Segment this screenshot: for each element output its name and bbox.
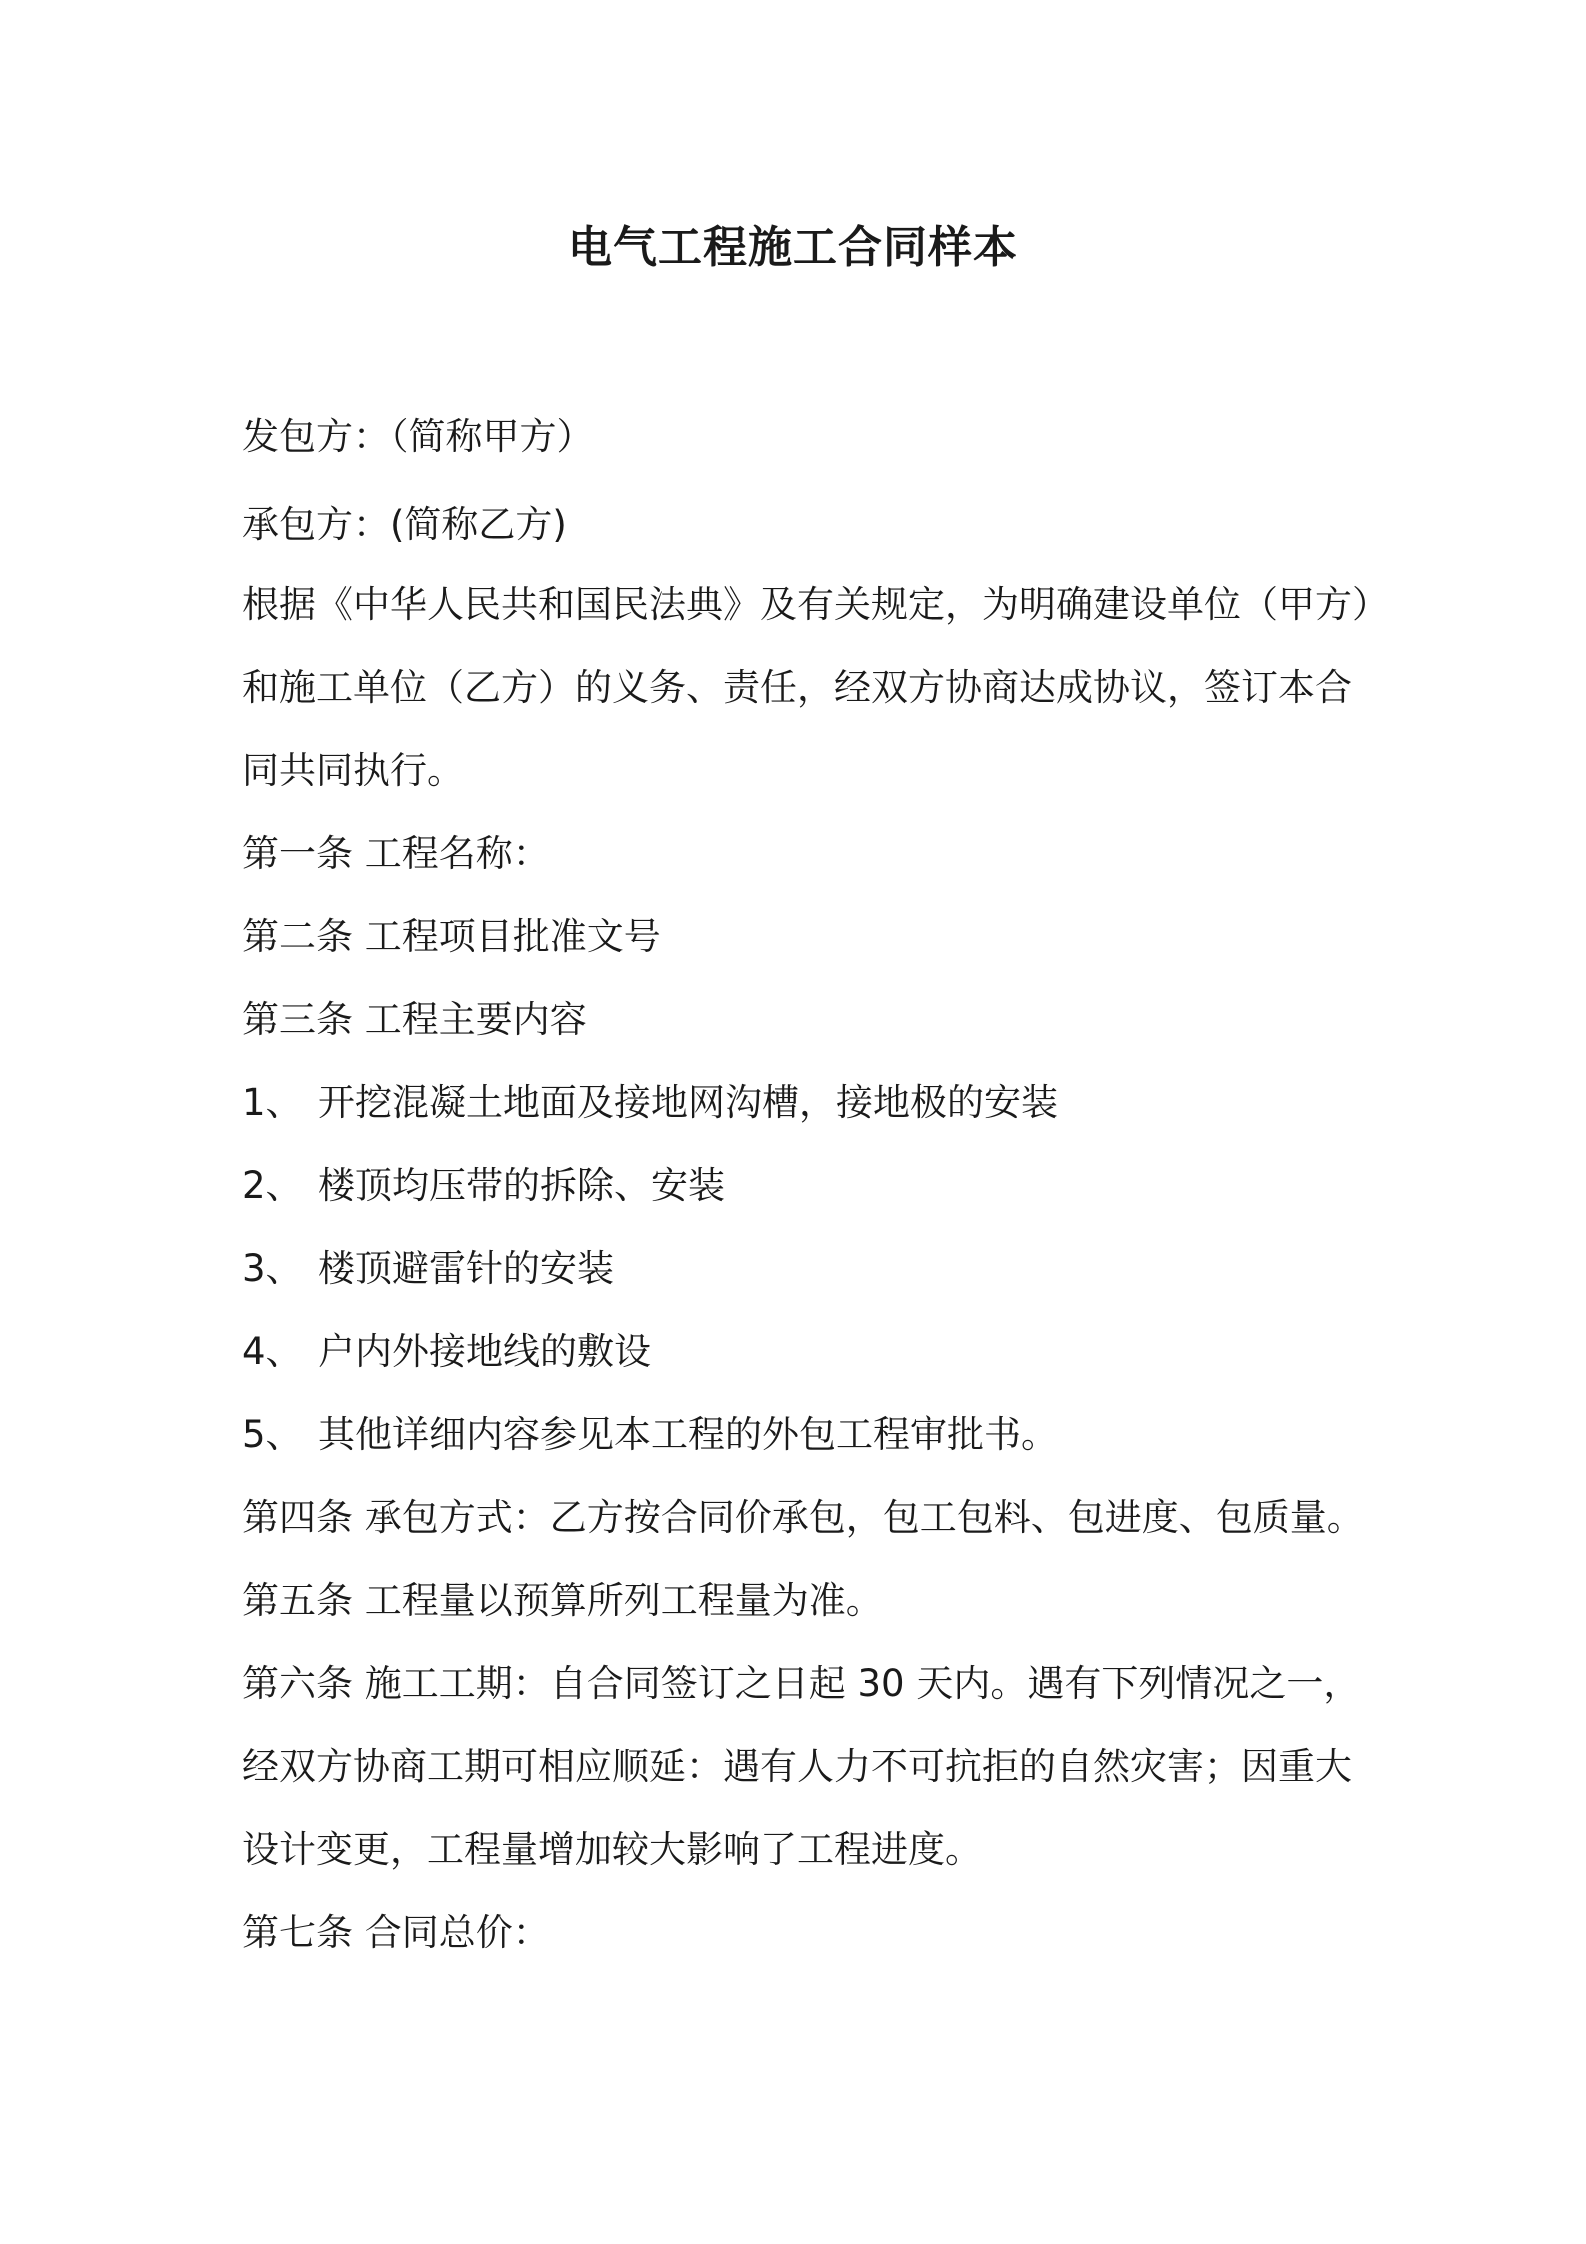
article-7: 第七条 合同总价： xyxy=(242,1911,550,1954)
list-item-number: 5、 xyxy=(242,1413,303,1456)
list-item-number: 2、 xyxy=(242,1164,303,1207)
list-item-text: 楼顶均压带的拆除、安装 xyxy=(318,1164,725,1207)
list-item xyxy=(242,1161,725,1211)
article-1: 第一条 工程名称： xyxy=(242,832,550,875)
list-item xyxy=(242,1078,1058,1128)
article-3: 第三条 工程主要内容 xyxy=(242,998,587,1041)
list-item xyxy=(242,1244,614,1294)
article-6-line-2: 经双方协商工期可相应顺延：遇有人力不可抗拒的自然灾害；因重大 xyxy=(242,1745,1352,1788)
article-6-line-1: 第六条 施工工期：自合同签订之日起 30 天内。遇有下列情况之一， xyxy=(242,1662,1361,1705)
article-2: 第二条 工程项目批准文号 xyxy=(242,915,661,958)
list-item-number: 3、 xyxy=(242,1247,303,1290)
list-item xyxy=(242,1327,651,1377)
article-6-line-3: 设计变更，工程量增加较大影响了工程进度。 xyxy=(242,1828,982,1871)
list-item-text: 户内外接地线的敷设 xyxy=(318,1330,651,1373)
preamble-line-1: 根据《中华人民共和国民法典》及有关规定，为明确建设单位（甲方） xyxy=(242,583,1389,626)
list-item-number: 4、 xyxy=(242,1330,303,1373)
list-item-text: 楼顶避雷针的安装 xyxy=(318,1247,614,1290)
list-item-text: 开挖混凝土地面及接地网沟槽，接地极的安装 xyxy=(318,1081,1058,1124)
article-5: 第五条 工程量以预算所列工程量为准。 xyxy=(242,1579,883,1622)
document-title: 电气工程施工合同样本 xyxy=(568,222,1018,273)
article-4: 第四条 承包方式：乙方按合同价承包，包工包料、包进度、包质量。 xyxy=(242,1496,1364,1539)
preamble-line-3: 同共同执行。 xyxy=(242,749,464,792)
preamble-line-2: 和施工单位（乙方）的义务、责任，经双方协商达成协议，签订本合 xyxy=(242,666,1352,709)
party-b-line: 承包方：(简称乙方) xyxy=(242,503,567,546)
list-item-number: 1、 xyxy=(242,1081,303,1124)
list-item-text: 其他详细内容参见本工程的外包工程审批书。 xyxy=(318,1413,1058,1456)
party-a-line: 发包方：（简称甲方） xyxy=(242,415,594,458)
list-item xyxy=(242,1410,1058,1460)
